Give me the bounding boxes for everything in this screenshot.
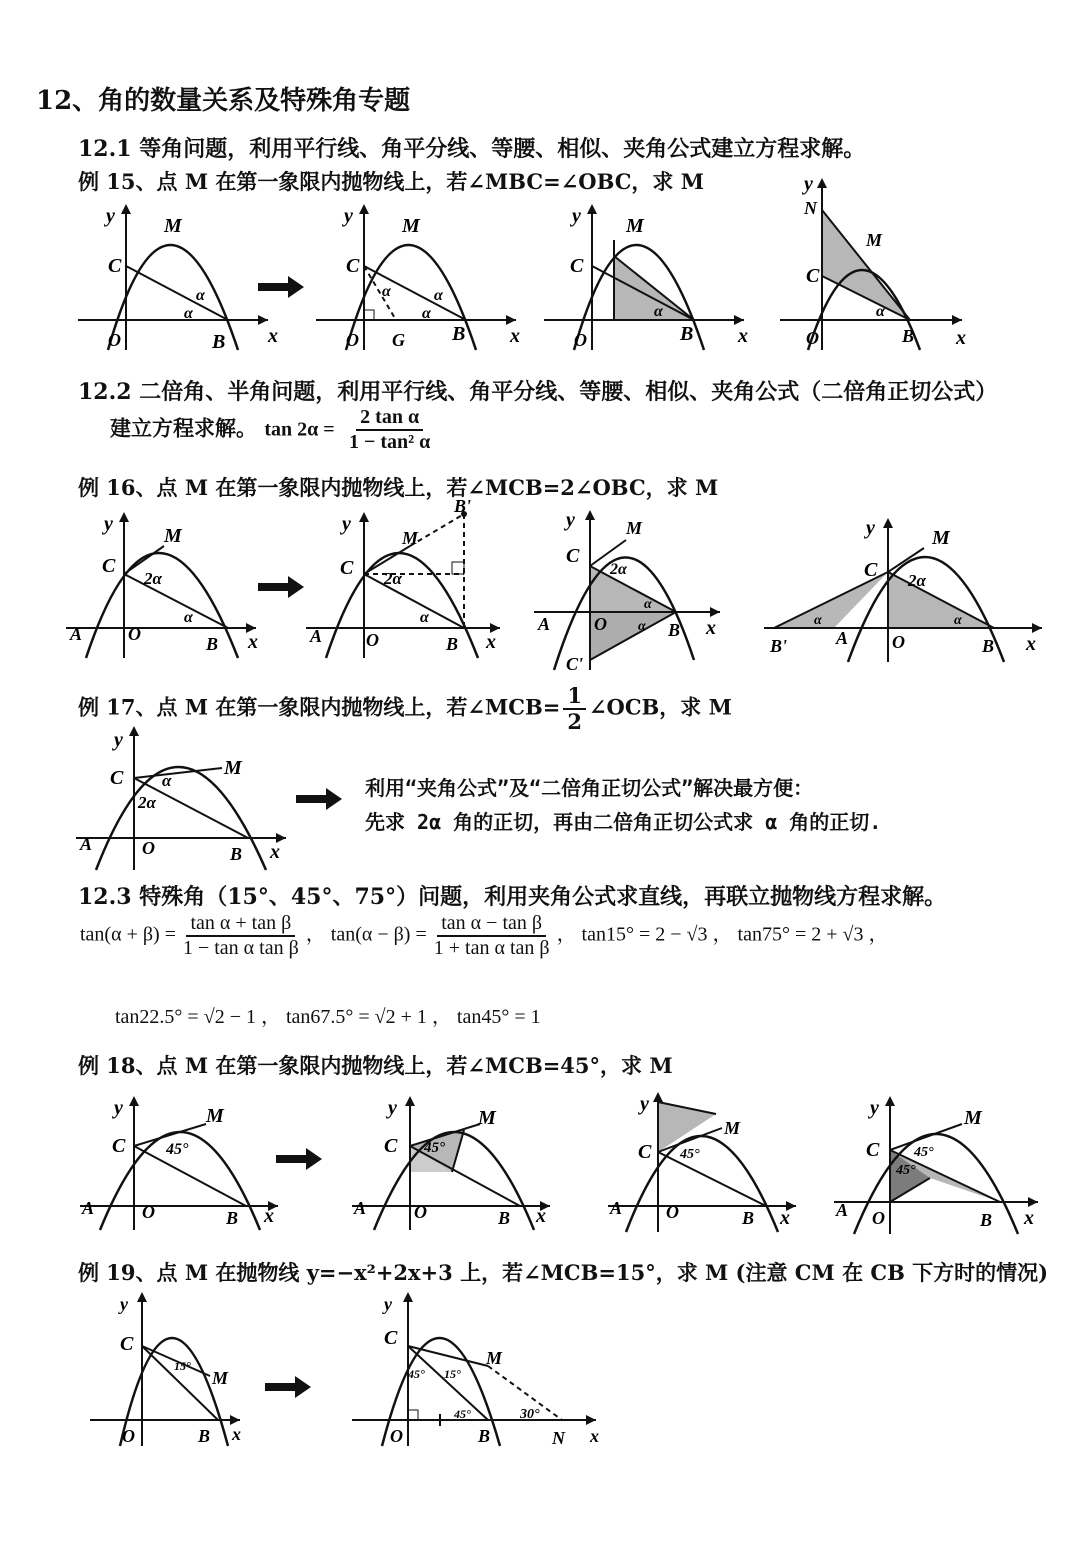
svg-text:C: C: [384, 1135, 398, 1157]
svg-text:2α: 2α: [144, 569, 162, 588]
svg-text:B: B: [680, 323, 694, 345]
svg-text:45°: 45°: [424, 1140, 445, 1156]
formula-intro: 建立方程求解。: [110, 415, 257, 441]
svg-text:B: B: [668, 620, 681, 640]
svg-text:M: M: [206, 1105, 224, 1127]
svg-text:45°: 45°: [914, 1145, 934, 1160]
svg-text:y: y: [114, 729, 123, 751]
svg-text:M: M: [486, 1348, 503, 1368]
svg-text:y: y: [120, 1294, 128, 1314]
svg-text:C: C: [638, 1141, 652, 1163]
svg-text:y: y: [572, 205, 581, 227]
svg-text:M: M: [478, 1107, 496, 1129]
svg-text:45°: 45°: [454, 1407, 471, 1421]
svg-text:B: B: [498, 1208, 511, 1228]
svg-text:x: x: [248, 631, 258, 653]
svg-text:B: B: [446, 634, 459, 654]
note-line-1: 利用“夹角公式”及“二倍角正切公式”解决最方便：: [365, 776, 814, 800]
svg-text:O: O: [390, 1426, 403, 1446]
svg-text:O: O: [872, 1208, 885, 1228]
ex17-num: 1: [563, 684, 586, 710]
formula-den: 1 − tan² α: [348, 431, 431, 453]
svg-text:A: A: [836, 1200, 849, 1220]
svg-text:α: α: [420, 609, 429, 626]
svg-text:C': C': [566, 654, 584, 674]
svg-text:α: α: [654, 303, 663, 320]
example-16-text: 例 16、点 M 在第一象限内抛物线上，若∠MCB=2∠OBC，求 M: [78, 475, 719, 500]
figure-ex16-2: [306, 496, 516, 668]
svg-text:x: x: [510, 325, 520, 347]
svg-text:x: x: [780, 1207, 790, 1229]
svg-text:O: O: [594, 614, 607, 634]
svg-text:M: M: [964, 1107, 982, 1129]
svg-text:45°: 45°: [166, 1141, 189, 1158]
svg-text:x: x: [486, 631, 496, 653]
svg-text:y: y: [114, 1097, 123, 1119]
svg-text:α: α: [184, 305, 193, 322]
svg-text:C: C: [566, 545, 580, 567]
svg-text:α: α: [196, 287, 205, 304]
svg-text:x: x: [268, 325, 278, 347]
svg-text:B': B': [454, 496, 472, 516]
sum-diff-formulas: [80, 912, 889, 960]
svg-text:C: C: [384, 1327, 398, 1349]
svg-text:B: B: [982, 636, 995, 656]
note-line-2: 先求 2α 角的正切，再由二倍角正切公式求 α 角的正切.: [365, 810, 882, 834]
svg-text:M: M: [626, 215, 644, 237]
svg-text:A: A: [610, 1198, 623, 1218]
figure-ex18-3: [608, 1090, 808, 1240]
example-18-text: 例 18、点 M 在第一象限内抛物线上，若∠MCB=45°，求 M: [78, 1053, 673, 1078]
svg-text:O: O: [142, 838, 155, 858]
svg-text:2α: 2α: [138, 793, 156, 812]
svg-text:x: x: [590, 1426, 599, 1446]
section-12-1-heading: 12.1 等角问题，利用平行线、角平分线、等腰、相似、夹角公式建立方程求解。: [78, 136, 866, 162]
svg-text:y: y: [640, 1093, 649, 1115]
svg-text:B': B': [770, 636, 788, 656]
svg-text:α: α: [434, 287, 443, 304]
svg-text:45°: 45°: [680, 1147, 700, 1162]
svg-text:M: M: [724, 1118, 741, 1138]
svg-text:O: O: [128, 624, 141, 644]
svg-text:x: x: [1024, 1207, 1034, 1229]
svg-text:C: C: [346, 255, 360, 277]
svg-text:2α: 2α: [384, 569, 402, 588]
svg-text:C: C: [110, 767, 124, 789]
formula-num: 2 tan α: [356, 406, 423, 431]
svg-text:M: M: [164, 215, 182, 237]
svg-text:A: A: [538, 614, 551, 634]
svg-text:30°: 30°: [520, 1407, 540, 1422]
svg-text:C: C: [112, 1135, 126, 1157]
svg-text:M: M: [402, 528, 419, 548]
svg-text:A: A: [80, 834, 93, 854]
svg-text:C: C: [570, 255, 584, 277]
svg-text:45°: 45°: [408, 1367, 425, 1381]
svg-text:O: O: [414, 1202, 427, 1222]
svg-text:B: B: [902, 326, 915, 346]
svg-text:M: M: [402, 215, 420, 237]
figure-ex19-2: [352, 1290, 612, 1450]
svg-text:A: A: [354, 1198, 367, 1218]
svg-text:M: M: [164, 525, 182, 547]
svg-text:α: α: [422, 305, 431, 322]
figure-ex18-4: [834, 1094, 1054, 1244]
f2-den: 1 + tan α tan β: [433, 937, 550, 959]
svg-text:B: B: [212, 331, 226, 353]
svg-text:A: A: [70, 624, 83, 644]
svg-text:N: N: [804, 198, 817, 218]
svg-text:N: N: [552, 1428, 565, 1448]
figure-ex16-1: [66, 508, 276, 668]
svg-text:y: y: [342, 513, 351, 535]
svg-text:O: O: [806, 328, 819, 348]
svg-text:C: C: [108, 255, 122, 277]
figure-ex15-4: [780, 170, 980, 360]
example-19-text: 例 19、点 M 在抛物线 y=−x²+2x+3 上，若∠MCB=15°，求 M (注意 CM 在 CB 下方时的情况): [78, 1260, 1049, 1285]
f2-lhs: ， tan(α − β) =: [305, 923, 427, 946]
svg-text:x: x: [706, 617, 716, 639]
svg-text:A: A: [836, 628, 849, 648]
svg-text:x: x: [536, 1205, 546, 1227]
svg-text:y: y: [104, 513, 113, 535]
svg-text:O: O: [666, 1202, 679, 1222]
f3: ， tan15° = 2 − √3 ， tan75° = 2 + √3 ，: [556, 923, 889, 946]
svg-text:y: y: [344, 205, 353, 227]
f2-num: tan α − tan β: [437, 912, 546, 937]
svg-text:α: α: [814, 613, 822, 628]
svg-text:B: B: [206, 634, 219, 654]
svg-text:C: C: [120, 1333, 134, 1355]
svg-text:M: M: [212, 1368, 229, 1388]
figure-ex16-4: [764, 512, 1064, 672]
svg-text:O: O: [142, 1202, 155, 1222]
svg-text:M: M: [626, 518, 643, 538]
svg-text:M: M: [224, 757, 242, 779]
svg-text:α: α: [382, 283, 391, 300]
special-tan-values: tan22.5° = √2 − 1 ， tan67.5° = √2 + 1 ， tan45° = 1: [115, 1006, 541, 1028]
svg-text:O: O: [122, 1426, 135, 1446]
svg-text:O: O: [346, 330, 359, 350]
svg-text:M: M: [866, 230, 883, 250]
figure-ex15-2: [316, 200, 536, 360]
svg-text:y: y: [866, 517, 875, 539]
svg-text:y: y: [870, 1097, 879, 1119]
svg-text:α: α: [876, 303, 885, 320]
svg-text:B: B: [452, 323, 466, 345]
double-angle-formula: [110, 406, 437, 454]
svg-text:x: x: [270, 841, 280, 863]
svg-text:C: C: [806, 265, 820, 287]
svg-text:45°: 45°: [896, 1163, 916, 1178]
f1-den: 1 − tan α tan β: [182, 937, 299, 959]
svg-text:2α: 2α: [908, 571, 926, 590]
svg-text:O: O: [574, 330, 587, 350]
svg-text:O: O: [892, 632, 905, 652]
section-12-2-heading: 12.2 二倍角、半角问题，利用平行线、角平分线、等腰、相似、夹角公式（二倍角正切公式）: [78, 379, 998, 405]
ex17-a: 例 17、点 M 在第一象限内抛物线上，若∠MCB=: [78, 694, 561, 720]
svg-text:B: B: [198, 1426, 211, 1446]
svg-text:α: α: [184, 609, 193, 626]
f1-lhs: tan(α + β) =: [80, 923, 176, 946]
svg-text:α: α: [638, 619, 646, 634]
page-title: 12、角的数量关系及特殊角专题: [36, 86, 411, 116]
svg-text:A: A: [82, 1198, 95, 1218]
svg-text:α: α: [162, 771, 172, 790]
svg-text:B: B: [980, 1210, 993, 1230]
svg-text:G: G: [392, 330, 405, 350]
svg-text:B: B: [226, 1208, 239, 1228]
f1-num: tan α + tan β: [186, 912, 295, 937]
figure-ex16-3: [534, 500, 734, 680]
ex17-b: ∠OCB，求 M: [588, 694, 732, 720]
example-15-text: 例 15、点 M 在第一象限内抛物线上，若∠MBC=∠OBC，求 M: [78, 169, 704, 194]
svg-text:B: B: [742, 1208, 755, 1228]
figure-ex15-3: [544, 200, 754, 360]
svg-text:C: C: [340, 557, 354, 579]
right-arrow-icon: [265, 1376, 313, 1398]
svg-text:A: A: [310, 626, 323, 646]
figure-ex18-2: [352, 1094, 562, 1234]
svg-text:y: y: [566, 509, 575, 531]
svg-text:B: B: [230, 844, 243, 864]
svg-text:α: α: [644, 597, 652, 612]
figure-ex17: [76, 724, 306, 874]
svg-text:x: x: [264, 1205, 274, 1227]
svg-text:y: y: [384, 1294, 392, 1314]
svg-text:x: x: [738, 325, 748, 347]
figure-ex18-1: [80, 1094, 290, 1234]
svg-text:O: O: [108, 330, 121, 350]
svg-text:15°: 15°: [444, 1367, 461, 1381]
svg-text:O: O: [366, 630, 379, 650]
ex17-den: 2: [567, 709, 582, 735]
svg-text:y: y: [106, 205, 115, 227]
section-12-3-heading: 12.3 特殊角（15°、45°、75°）问题，利用夹角公式求直线，再联立抛物线方程求解。: [78, 884, 947, 910]
svg-text:15°: 15°: [174, 1359, 191, 1373]
svg-text:M: M: [932, 527, 950, 549]
svg-text:y: y: [388, 1097, 397, 1119]
svg-text:x: x: [232, 1424, 241, 1444]
figure-ex15-1: [78, 200, 278, 360]
svg-text:C: C: [864, 559, 878, 581]
figure-ex19-1: [90, 1290, 260, 1450]
svg-text:y: y: [804, 173, 813, 195]
svg-text:x: x: [1026, 633, 1036, 655]
svg-text:2α: 2α: [610, 561, 627, 578]
svg-text:C: C: [102, 555, 116, 577]
svg-text:B: B: [478, 1426, 491, 1446]
formula-lhs: tan 2α =: [264, 418, 335, 441]
svg-text:α: α: [954, 613, 962, 628]
svg-text:x: x: [956, 327, 966, 349]
svg-text:C: C: [866, 1139, 880, 1161]
